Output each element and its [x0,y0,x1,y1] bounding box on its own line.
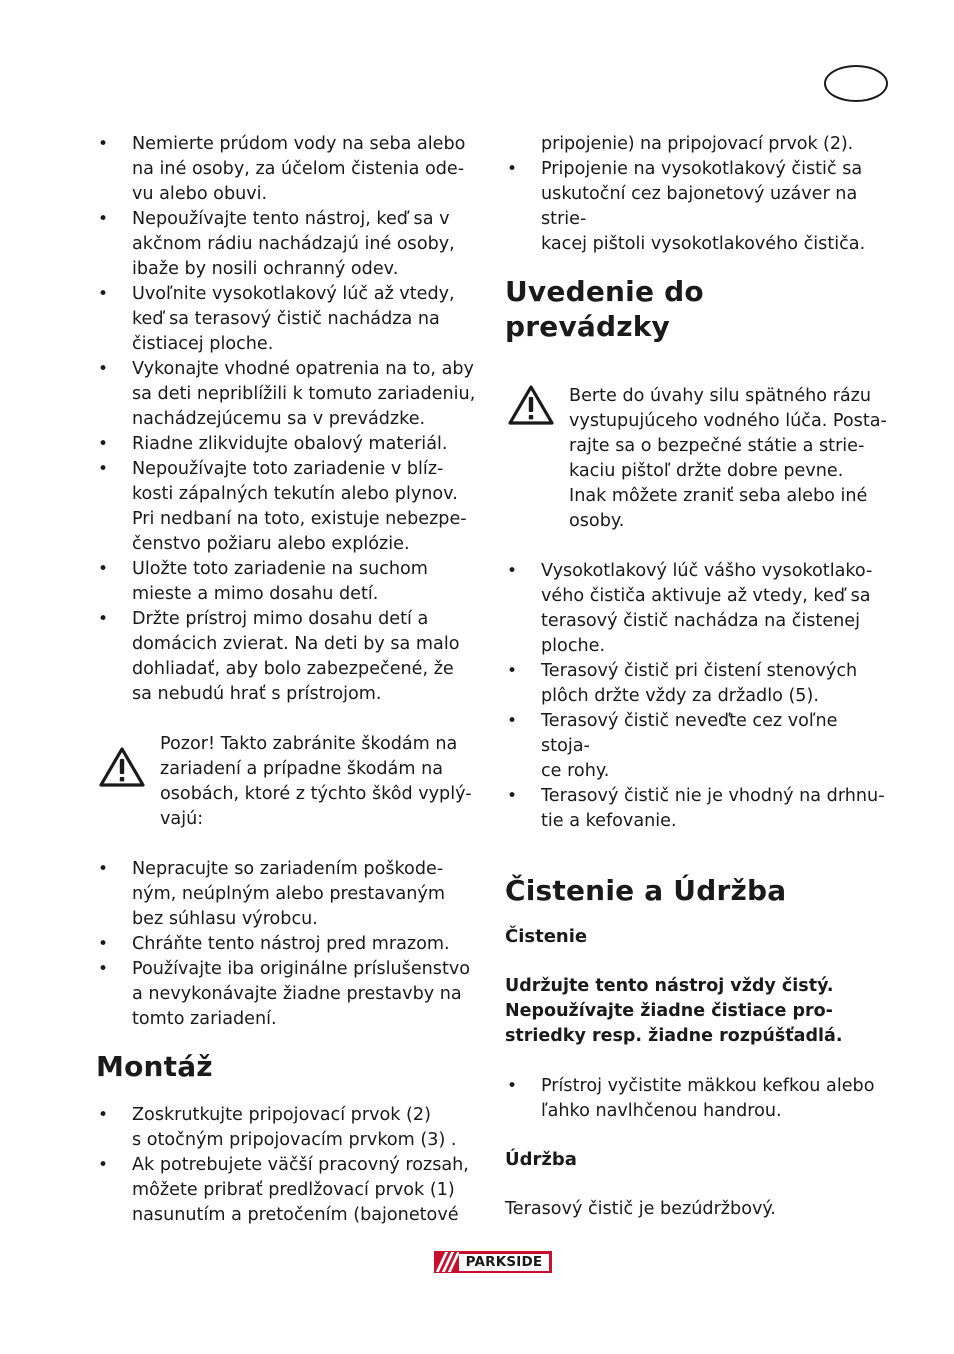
cleaning-list [505,1074,890,1124]
warning-text: Pozor! Takto zabránite škodám na zariadení a prípadne škodám na osobách, ktoré z týchto škôd vyplý- vajú: [160,734,472,829]
logo-stripes-icon [435,1252,459,1272]
list-item: • Chráňte tento nástroj pred mrazom. [96,932,484,957]
warning-notice-recoil [505,384,890,534]
parkside-logo [434,1251,552,1273]
warning-triangle-icon [507,384,555,426]
continuation-text: pripojenie) na pripojovací prvok (2). [541,134,854,154]
logo-wordmark: PARKSIDE [459,1254,549,1271]
section-heading-uvedenie: Uvedenie do prevádzky [505,275,704,343]
list-item: • Terasový čistič pri čistení stenových plôch držte vždy za držadlo (5). [505,659,890,709]
list-item: • Držte prístroj mimo dosahu detí a domácich zvierat. Na deti by sa malo dohliadať, aby bolo zabezpečené, že sa nebudú hrať s prístrojom. [96,607,484,707]
list-item: • Vykonajte vhodné opatrenia na to, aby sa deti nepriblížili k tomuto zariadeniu, nachádzejúcemu sa v prevádzke. [96,357,484,432]
list-item: • Riadne zlikvidujte obalový materiál. [96,432,484,457]
list-item: • Ak potrebujete väčší pracovný rozsah, môžete pribrať predlžovací prvok (1) nasunutím a pretočením (bajonetové [96,1153,484,1228]
right-column [505,132,890,1222]
list-item: • Nepoužívajte tento nástroj, keď sa v akčnom rádiu nachádzajú iné osoby, ibaže by nosili ochranný odev. [96,207,484,282]
list-item: • Prístroj vyčistite mäkkou kefkou alebo ľahko navlhčenou handrou. [505,1074,890,1124]
safety-list-2 [96,857,484,1032]
list-item: • Nemierte prúdom vody na seba alebo na iné osoby, za účelom čistenia ode- vu alebo obuvi. [96,132,484,207]
subheading-cistenie: Čistenie [505,926,588,947]
list-item: • Terasový čistič nie je vhodný na drhnu- tie a kefovanie. [505,784,890,834]
section-heading-cistenie-udrzba: Čistenie a Údržba [505,874,787,907]
section-heading-montaz: Montáž [96,1050,213,1083]
warning-triangle-icon [98,746,146,788]
list-item: • Nepracujte so zariadením poškode- ným, neúplným alebo prestavaným bez súhlasu výrobcu. [96,857,484,932]
maintenance-text: Terasový čistič je bezúdržbový. [505,1199,776,1219]
list-item: • Uložte toto zariadenie na suchom mieste a mimo dosahu detí. [96,557,484,607]
safety-list-1 [96,132,484,707]
left-column [96,132,484,1228]
subheading-udrzba: Údržba [505,1149,577,1170]
list-item: • Pripojenie na vysokotlakový čistič sa uskutoční cez bajonetový uzáver na strie- kacej pištoli vysokotlakového čističa. [505,157,890,257]
connection-list [505,157,890,257]
list-item: • Nepoužívajte toto zariadenie v blíz- kosti zápalných tekutín alebo plynov. Pri nedbaní na toto, existuje nebezpe- čenstvo požiaru alebo explózie. [96,457,484,557]
cleaning-instruction-bold: Udržujte tento nástroj vždy čistý. Nepoužívajte žiadne čistiace pro- striedky resp. žiadne rozpúšťadlá. [505,976,843,1046]
montaz-list [96,1103,484,1228]
operation-list [505,559,890,834]
list-item: • Terasový čistič neveďte cez voľne stoja- ce rohy. [505,709,890,784]
warning-notice-damage [96,732,484,832]
language-indicator-oval [824,65,888,102]
list-item: • Používajte iba originálne príslušenstvo a nevykonávajte žiadne prestavby na tomto zariadení. [96,957,484,1032]
list-item: • Uvoľnite vysokotlakový lúč až vtedy, keď sa terasový čistič nachádza na čistiacej ploche. [96,282,484,357]
list-item: • Zoskrutkujte pripojovací prvok (2) s otočným pripojovacím prvkom (3) . [96,1103,484,1153]
warning-text: Berte do úvahy silu spätného rázu vystupujúceho vodného lúča. Posta- rajte sa o bezpečné státie a strie- kaciu pištoľ držte dobre pevne. Inak môžete zraniť seba alebo iné osoby. [569,386,887,531]
list-item: • Vysokotlakový lúč vášho vysokotlako- vého čističa aktivuje až vtedy, keď sa terasový čistič nachádza na čistenej ploche. [505,559,890,659]
